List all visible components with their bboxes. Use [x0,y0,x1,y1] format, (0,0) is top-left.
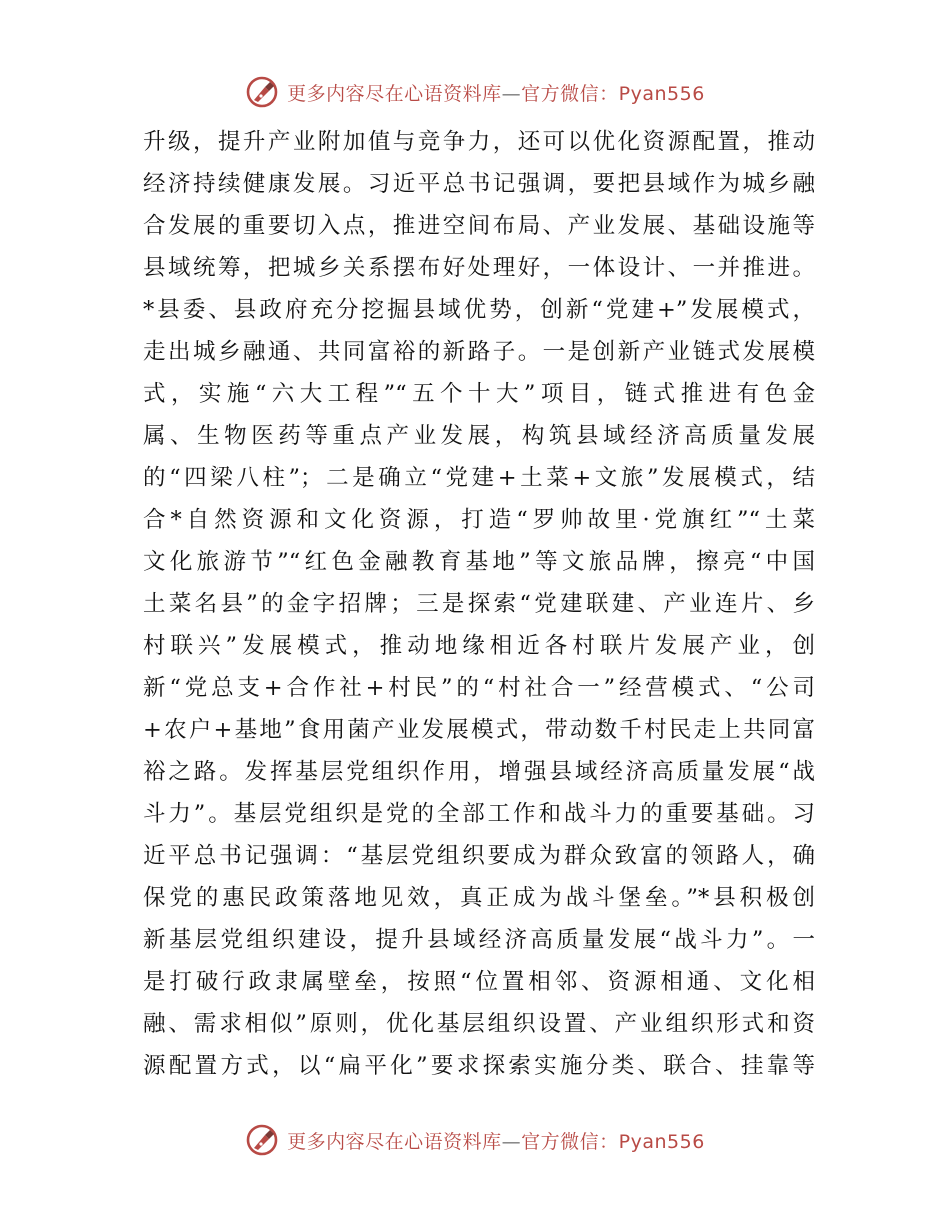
footer-banner-text [287,1127,705,1154]
header-separator: — [501,82,522,105]
document-body [143,121,815,1087]
body-line: 源配置方式，以“扁平化”要求探索实施分类、联合、挂靠等 [143,1053,815,1079]
body-line: 裕之路。发挥基层党组织作用，增强县域经济高质量发展“战 [143,759,815,785]
body-line: 近平总书记强调：“基层党组织要成为群众致富的领路人，确 [143,843,815,869]
body-line: 融、需求相似”原则，优化基层组织设置、产业组织形式和资 [143,1011,815,1037]
body-line: 土菜名县”的金字招牌；三是探索“党建联建、产业连片、乡 [143,591,815,617]
body-line: 村联兴”发展模式，推动地缘相近各村联片发展产业，创 [143,633,815,659]
footer-banner [0,1120,950,1160]
header-banner-text [287,79,705,106]
body-line: 文化旅游节”“红色金融教育基地”等文旅品牌，擦亮“中国 [143,549,815,575]
body-line: 县域统筹，把城乡关系摆布好处理好，一体设计、一并推进。 [143,255,815,281]
header-banner [0,72,950,112]
pen-nib-logo-icon [245,75,279,109]
body-line: 的“四梁八柱”；二是确立“党建+土菜+文旅”发展模式，结 [143,465,815,491]
body-line: 斗力”。基层党组织是党的全部工作和战斗力的重要基础。习 [143,801,815,827]
header-contact-text: 官方微信：Pyan556 [521,82,705,105]
footer-brand-text: 更多内容尽在心语资料库 [287,1130,502,1153]
body-line: +农户+基地”食用菌产业发展模式，带动数千村民走上共同富 [143,717,815,743]
body-line: 式，实施“六大工程”“五个十大”项目，链式推进有色金 [143,381,815,407]
body-line: 升级，提升产业附加值与竞争力，还可以优化资源配置，推动 [143,129,815,155]
body-line: 保党的惠民政策落地见效，真正成为战斗堡垒。”*县积极创 [143,885,815,911]
footer-contact-text: 官方微信：Pyan556 [521,1130,705,1153]
body-line: 经济持续健康发展。习近平总书记强调，要把县域作为城乡融 [143,171,815,197]
body-line: 合*自然资源和文化资源，打造“罗帅故里·党旗红”“土菜 [143,507,815,533]
body-line: 是打破行政隶属壁垒，按照“位置相邻、资源相通、文化相 [143,969,815,995]
body-line: 走出城乡融通、共同富裕的新路子。一是创新产业链式发展模 [143,339,815,365]
body-line: 新基层党组织建设，提升县域经济高质量发展“战斗力”。一 [143,927,815,953]
body-line: 合发展的重要切入点，推进空间布局、产业发展、基础设施等 [143,213,815,239]
body-line: *县委、县政府充分挖掘县域优势，创新“党建+”发展模式， [143,297,815,323]
body-line: 新“党总支+合作社+村民”的“村社合一”经营模式、“公司 [143,675,815,701]
body-line: 属、生物医药等重点产业发展，构筑县域经济高质量发展 [143,423,815,449]
header-brand-text: 更多内容尽在心语资料库 [287,82,502,105]
footer-separator: — [501,1130,522,1153]
pen-nib-logo-icon [245,1123,279,1157]
